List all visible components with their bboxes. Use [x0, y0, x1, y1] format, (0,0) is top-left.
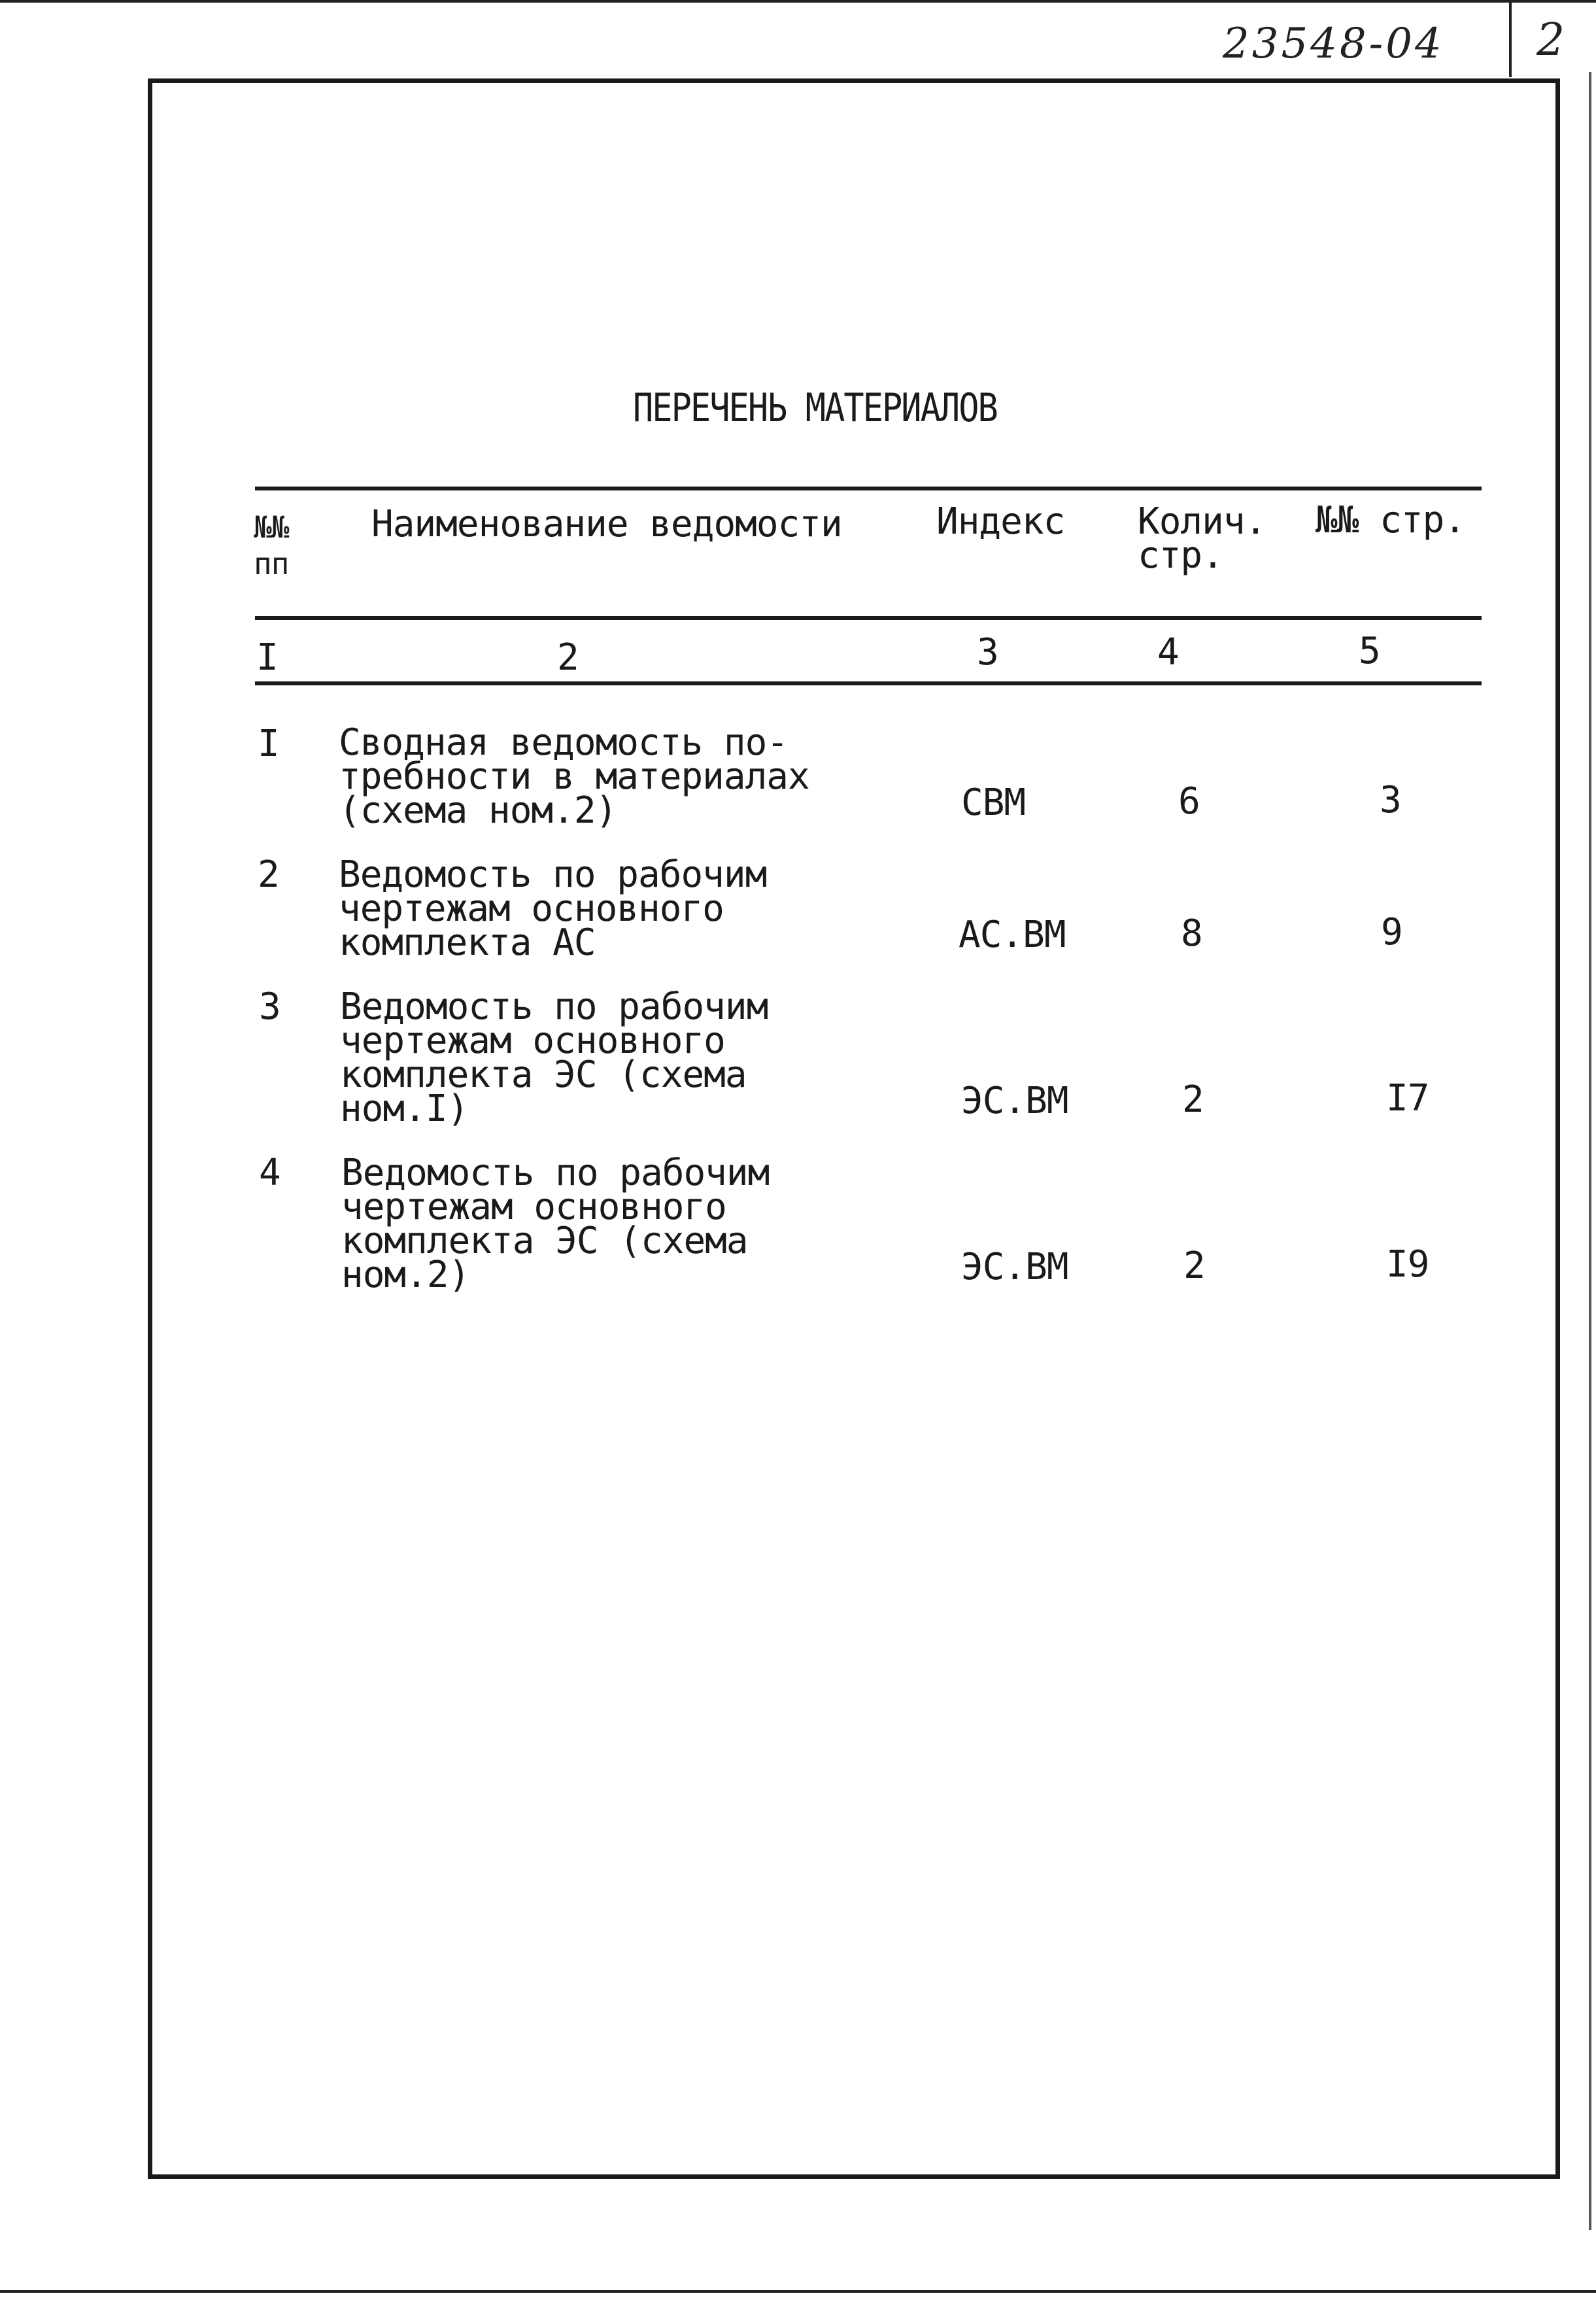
header-index: Индекс: [936, 500, 1065, 543]
right-edge-line: [1589, 72, 1591, 2230]
row-3-index: ЭС.ВМ: [961, 1080, 1068, 1122]
column-number-2: 2: [557, 636, 579, 679]
header-num: №№ пп: [254, 509, 289, 581]
row-4-name: Ведомость по рабочим чертежам основного комплекта ЭС (схема ном.2): [341, 1152, 770, 1296]
document-code: 23548-04: [1223, 20, 1444, 68]
top-border-line: [0, 0, 1596, 3]
row-2-index: АС.ВМ: [959, 914, 1066, 956]
column-number-5: 5: [1359, 630, 1380, 672]
bottom-border-line: [0, 2290, 1596, 2293]
header-pages: Колич. стр.: [1138, 500, 1266, 577]
row-3-page-no: I7: [1386, 1077, 1429, 1120]
header-name: Наименование ведомости: [371, 503, 842, 545]
row-1-index: СВМ: [961, 781, 1026, 824]
row-4-page-no: I9: [1386, 1243, 1429, 1286]
row-3-name: Ведомость по рабочим чертежам основного комплекта ЭС (схема ном.I): [340, 986, 768, 1130]
table-top-rule: [255, 487, 1482, 490]
row-1-page-no: 3: [1380, 779, 1401, 821]
row-2-name: Ведомость по рабочим чертежам основного комплекта АС: [339, 853, 767, 964]
sheet-number: 2: [1537, 14, 1565, 66]
column-number-1: I: [256, 636, 278, 679]
column-numbers-rule: [255, 681, 1482, 685]
row-4-index: ЭС.ВМ: [961, 1246, 1068, 1288]
row-1-name: Сводная ведомость по- требности в материалах (схема ном.2): [339, 721, 809, 832]
page-title: ПЕРЕЧЕНЬ МАТЕРИАЛОВ: [633, 386, 997, 431]
row-2-page-no: 9: [1381, 911, 1402, 953]
row-3-pages: 2: [1182, 1078, 1204, 1121]
header-page-no: №№ стр.: [1316, 499, 1466, 541]
row-4-num: 4: [259, 1152, 280, 1194]
row-1-num: I: [258, 723, 279, 765]
column-number-4: 4: [1157, 631, 1179, 674]
header-bottom-rule: [255, 616, 1482, 620]
column-number-3: 3: [977, 631, 998, 674]
stamp-divider: [1509, 0, 1512, 77]
row-1-pages: 6: [1178, 780, 1200, 823]
row-2-num: 2: [258, 853, 279, 896]
row-2-pages: 8: [1181, 912, 1202, 955]
row-4-pages: 2: [1183, 1244, 1205, 1287]
row-3-num: 3: [259, 986, 280, 1028]
